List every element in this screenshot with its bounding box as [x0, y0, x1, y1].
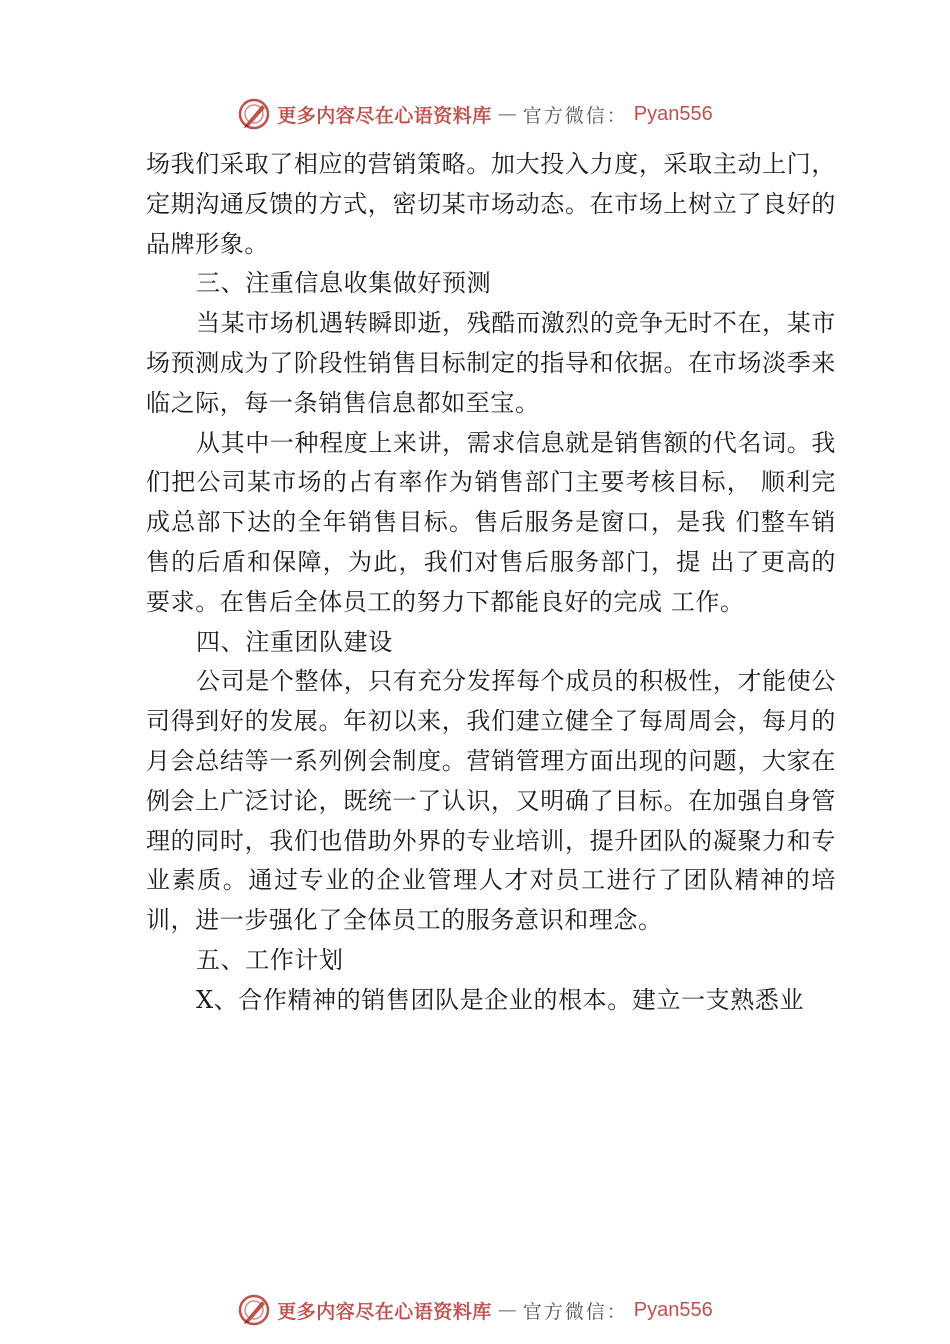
header-wechat-label: 官方微信： [522, 104, 628, 127]
footer-brand-text: 更多内容尽在心语资料库 [277, 1300, 492, 1323]
paragraph: 公司是个整体，只有充分发挥每个成员的积极性，才能使公司得到好的发展。年初以来，我们建立健全了每周周会，每月的月会总结等一系列例会制度。营销管理方面出现的问题，大家在例会上广泛讨论，既统一了认识，又明确了目标。在加强自身管理的同时，我们也借助外界的专业培训，提升团队的凝聚力和专业素质。通过专业的企业管理人才对员工进行了团队精神的培训，进一步强化了全体员工的服务意识和理念。 [146, 667, 836, 935]
pen-logo-icon [237, 1293, 271, 1327]
footer-dash: — [497, 1299, 517, 1321]
header-dash: — [497, 103, 517, 125]
paragraph: 从其中一种程度上来讲，需求信息就是销售额的代名词。我们把公司某市场的占有率作为销售部门主要考核目标， 顺利完成总部下达的全年销售目标。售后服务是窗口，是我 们整车销售的后盾和保障，为此，我们对售后服务部门，提 出了更高的要求。在售后全体员工的努力下都能良好的完成 工作。 [146, 428, 836, 616]
section-heading-3: 三、注重信息收集做好预测 [196, 269, 492, 298]
section-heading-4: 四、注重团队建设 [196, 627, 393, 656]
header-brand-text: 更多内容尽在心语资料库 [277, 104, 492, 127]
paragraph: X、合作精神的销售团队是企业的根本。建立一支熟悉业 [196, 985, 805, 1014]
section-heading-5: 五、工作计划 [196, 945, 344, 974]
pen-logo-icon [237, 97, 271, 131]
footer-wechat-id: Pyan556 [633, 1298, 713, 1321]
header-banner [0, 94, 950, 134]
footer-wechat-label: 官方微信： [522, 1300, 628, 1323]
paragraph-continued: 场我们采取了相应的营销策略。加大投入力度，采取主动上门，定期沟通反馈的方式，密切某市场动态。在市场上树立了良好的品牌形象。 [146, 150, 836, 258]
header-wechat-id: Pyan556 [633, 102, 713, 125]
paragraph: 当某市场机遇转瞬即逝，残酷而激烈的竞争无时不在，某市场预测成为了阶段性销售目标制定的指导和依据。在市场淡季来临之际，每一条销售信息都如至宝。 [146, 309, 836, 417]
document-body [146, 145, 836, 1021]
footer-banner [0, 1290, 950, 1330]
